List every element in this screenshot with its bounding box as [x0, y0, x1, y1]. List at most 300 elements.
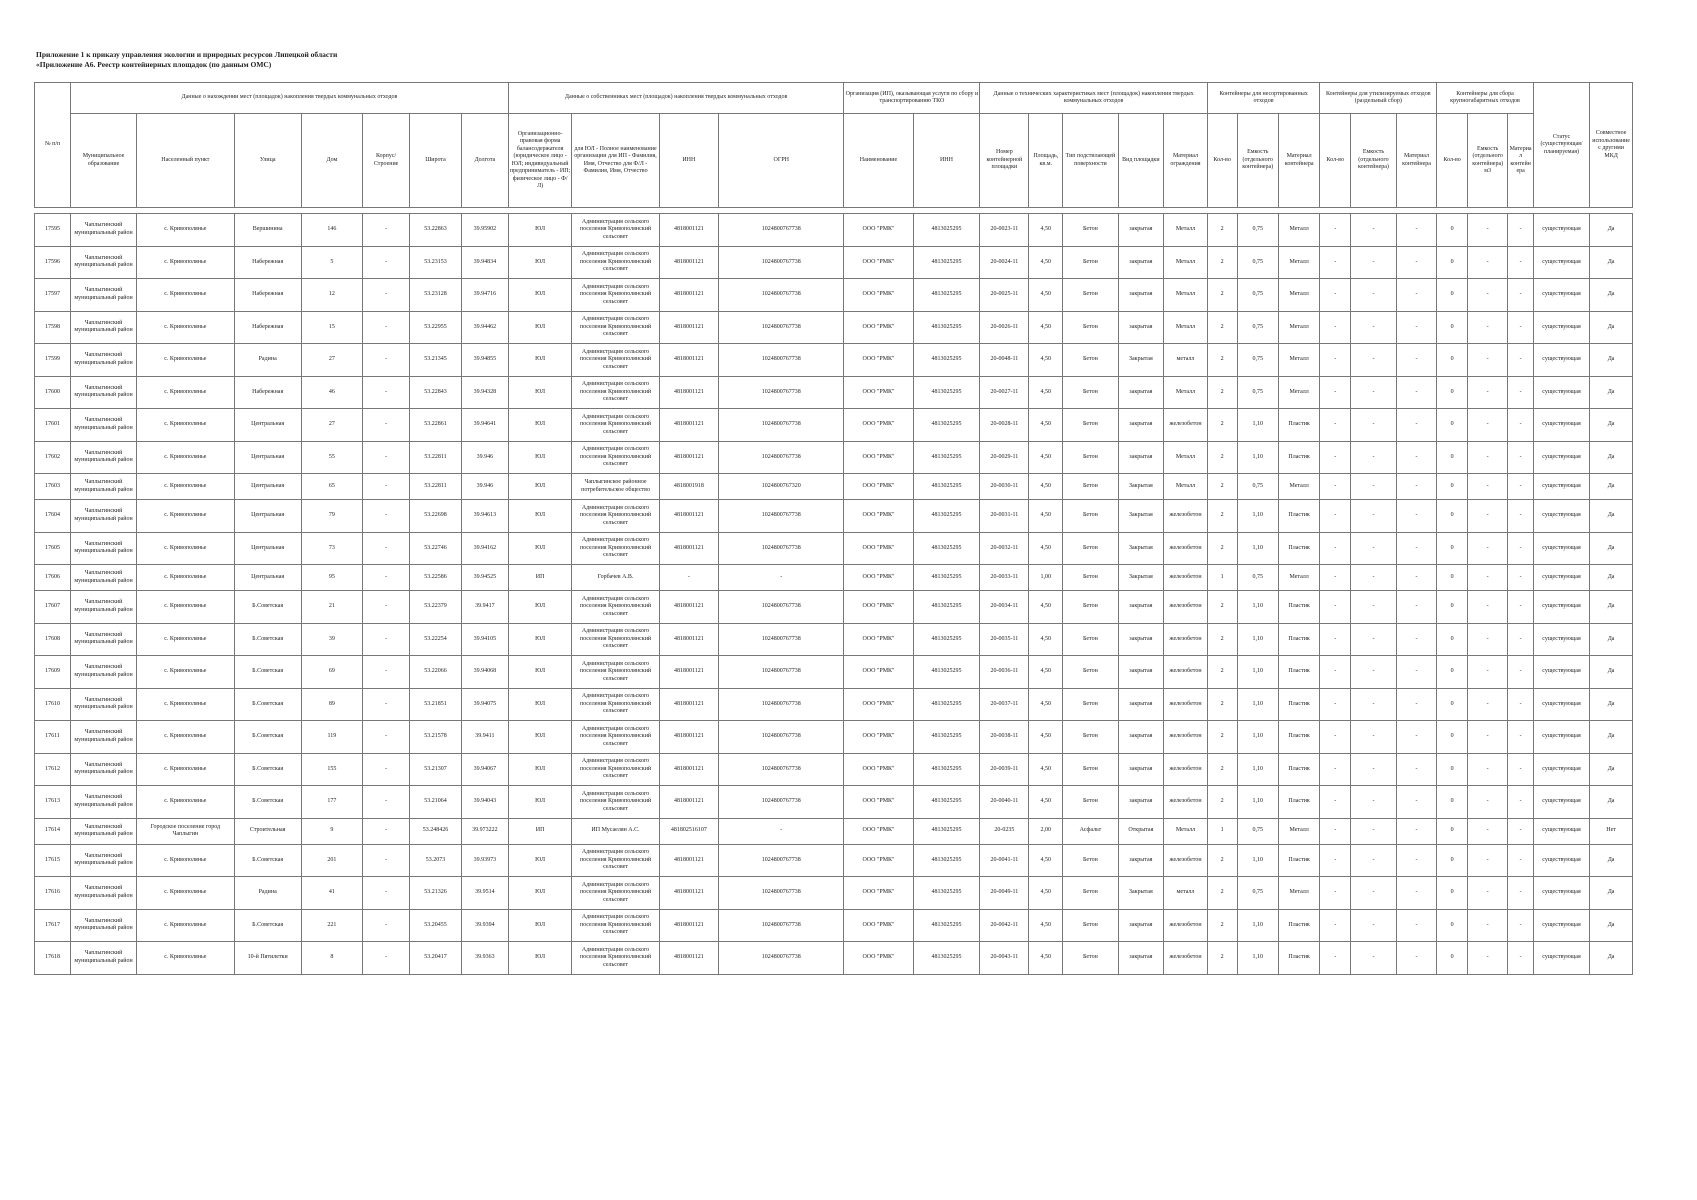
- recycle-material-cell: -: [1396, 721, 1436, 754]
- building-cell: -: [363, 721, 410, 754]
- longitude-cell: 39.973222: [462, 818, 509, 844]
- shared-cell: Да: [1590, 688, 1633, 721]
- recycle-volume-cell: -: [1351, 877, 1397, 910]
- latitude-cell: 53.21345: [409, 344, 461, 377]
- latitude-cell: 53.20455: [409, 909, 461, 942]
- site-type-cell: закрытая: [1118, 376, 1164, 409]
- unsorted-count-cell: 2: [1207, 246, 1237, 279]
- longitude-cell: 39.93973: [462, 844, 509, 877]
- row-number: 17598: [35, 311, 71, 344]
- house-cell: 221: [301, 909, 363, 942]
- owner-name-cell: Администрация сельского поселения Кривополянский сельсовет: [572, 344, 659, 377]
- municipality-cell: Чаплыгинский муниципальный район: [71, 344, 137, 377]
- row-number: 17603: [35, 474, 71, 500]
- row-number: 17610: [35, 688, 71, 721]
- longitude-cell: 39.94641: [462, 409, 509, 442]
- bulky-volume-cell: -: [1468, 786, 1508, 819]
- owner-name-cell: Администрация сельского поселения Кривополянский сельсовет: [572, 409, 659, 442]
- recycle-count-cell: -: [1320, 591, 1351, 624]
- ogrn-cell: -: [719, 565, 844, 591]
- recycle-count-cell: -: [1320, 688, 1351, 721]
- table-row: [35, 376, 1633, 409]
- shared-cell: Да: [1590, 623, 1633, 656]
- municipality-cell: Чаплыгинский муниципальный район: [71, 591, 137, 624]
- longitude-cell: 39.94043: [462, 786, 509, 819]
- header-group-tech: Данные о технических характеристиках мест (площадок) накопления твердых коммунальных отходов: [980, 83, 1207, 114]
- bulky-count-cell: 0: [1437, 246, 1468, 279]
- unsorted-material-cell: Пластик: [1278, 942, 1319, 975]
- ogrn-cell: 1024800767738: [719, 786, 844, 819]
- bulky-volume-cell: -: [1468, 909, 1508, 942]
- bulky-count-cell: 0: [1437, 688, 1468, 721]
- bulky-volume-cell: -: [1468, 877, 1508, 910]
- ogrn-cell: 1024800767738: [719, 311, 844, 344]
- surface-cell: Бетон: [1063, 565, 1118, 591]
- house-cell: 9: [301, 818, 363, 844]
- status-cell: существующая: [1533, 942, 1589, 975]
- house-cell: 5: [301, 246, 363, 279]
- row-number: 17606: [35, 565, 71, 591]
- unsorted-material-cell: Металл: [1278, 877, 1319, 910]
- site-number-cell: 20-0041-11: [980, 844, 1029, 877]
- unsorted-volume-cell: 1,10: [1237, 786, 1278, 819]
- latitude-cell: 53.22379: [409, 591, 461, 624]
- site-type-cell: Закрытая: [1118, 565, 1164, 591]
- recycle-volume-cell: -: [1351, 844, 1397, 877]
- area-cell: 4,50: [1029, 688, 1063, 721]
- bulky-material-cell: -: [1508, 623, 1534, 656]
- ogrn-cell: 1024800767738: [719, 376, 844, 409]
- legal-form-cell: ЮЛ: [508, 376, 572, 409]
- inn-cell: 4818001121: [659, 753, 718, 786]
- unsorted-material-cell: Металл: [1278, 311, 1319, 344]
- unsorted-volume-cell: 0,75: [1237, 311, 1278, 344]
- unsorted-count-cell: 2: [1207, 844, 1237, 877]
- surface-cell: Бетон: [1063, 376, 1118, 409]
- owner-name-cell: Администрация сельского поселения Кривополянский сельсовет: [572, 786, 659, 819]
- street-cell: Б.Советская: [234, 786, 301, 819]
- recycle-count-cell: -: [1320, 623, 1351, 656]
- table-row: [35, 688, 1633, 721]
- owner-name-cell: Администрация сельского поселения Кривополянский сельсовет: [572, 942, 659, 975]
- settlement-cell: с. Кривополянье: [136, 246, 234, 279]
- table-row: [35, 942, 1633, 975]
- owner-name-cell: Администрация сельского поселения Кривополянский сельсовет: [572, 500, 659, 533]
- bulky-count-cell: 0: [1437, 279, 1468, 312]
- header-group-org: Организация (ИП), оказывающая услуги по сбору и транспортированию ТКО: [844, 83, 980, 114]
- bulky-count-cell: 0: [1437, 656, 1468, 689]
- settlement-cell: с. Кривополянье: [136, 376, 234, 409]
- table-row: [35, 246, 1633, 279]
- ogrn-cell: -: [719, 818, 844, 844]
- latitude-cell: 53.21851: [409, 688, 461, 721]
- header-unsorted-count: Кол-во: [1207, 114, 1237, 208]
- bulky-volume-cell: -: [1468, 656, 1508, 689]
- ogrn-cell: 1024800767738: [719, 246, 844, 279]
- status-cell: существующая: [1533, 565, 1589, 591]
- fence-cell: железобетон: [1164, 688, 1208, 721]
- shared-cell: Да: [1590, 409, 1633, 442]
- house-cell: 46: [301, 376, 363, 409]
- recycle-material-cell: -: [1396, 753, 1436, 786]
- longitude-cell: 39.946: [462, 474, 509, 500]
- surface-cell: Бетон: [1063, 214, 1118, 247]
- unsorted-count-cell: 2: [1207, 591, 1237, 624]
- longitude-cell: 39.94525: [462, 565, 509, 591]
- shared-cell: Да: [1590, 942, 1633, 975]
- header-group-location: Данные о нахождении мест (площадок) накопления твердых коммунальных отходов: [71, 83, 509, 114]
- unsorted-material-cell: Пластик: [1278, 753, 1319, 786]
- org-inn-cell: 4813025295: [913, 376, 980, 409]
- unsorted-volume-cell: 1,10: [1237, 942, 1278, 975]
- bulky-volume-cell: -: [1468, 565, 1508, 591]
- shared-cell: Да: [1590, 844, 1633, 877]
- inn-cell: 4818001121: [659, 409, 718, 442]
- status-cell: существующая: [1533, 688, 1589, 721]
- unsorted-material-cell: Пластик: [1278, 500, 1319, 533]
- unsorted-count-cell: 2: [1207, 474, 1237, 500]
- area-cell: 1,00: [1029, 565, 1063, 591]
- table-row: [35, 214, 1633, 247]
- ogrn-cell: 1024800767738: [719, 942, 844, 975]
- unsorted-volume-cell: 0,75: [1237, 279, 1278, 312]
- house-cell: 39: [301, 623, 363, 656]
- table-row: [35, 818, 1633, 844]
- header-building: Корпус/Строение: [363, 114, 410, 208]
- longitude-cell: 39.94462: [462, 311, 509, 344]
- bulky-volume-cell: -: [1468, 721, 1508, 754]
- house-cell: 15: [301, 311, 363, 344]
- site-type-cell: закрытая: [1118, 246, 1164, 279]
- shared-cell: Да: [1590, 532, 1633, 565]
- recycle-volume-cell: -: [1351, 656, 1397, 689]
- municipality-cell: Чаплыгинский муниципальный район: [71, 474, 137, 500]
- ogrn-cell: 1024800767738: [719, 409, 844, 442]
- bulky-material-cell: -: [1508, 909, 1534, 942]
- building-cell: -: [363, 623, 410, 656]
- status-cell: существующая: [1533, 721, 1589, 754]
- unsorted-count-cell: 2: [1207, 500, 1237, 533]
- settlement-cell: с. Кривополянье: [136, 532, 234, 565]
- ogrn-cell: 1024800767738: [719, 844, 844, 877]
- street-cell: Б.Советская: [234, 753, 301, 786]
- unsorted-count-cell: 2: [1207, 532, 1237, 565]
- latitude-cell: 53.2073: [409, 844, 461, 877]
- unsorted-material-cell: Металл: [1278, 376, 1319, 409]
- recycle-count-cell: -: [1320, 565, 1351, 591]
- recycle-material-cell: -: [1396, 311, 1436, 344]
- org-inn-cell: 4813025295: [913, 565, 980, 591]
- recycle-volume-cell: -: [1351, 721, 1397, 754]
- unsorted-material-cell: Пластик: [1278, 623, 1319, 656]
- area-cell: 4,50: [1029, 441, 1063, 474]
- org-inn-cell: 4813025295: [913, 279, 980, 312]
- bulky-volume-cell: -: [1468, 344, 1508, 377]
- status-cell: существующая: [1533, 786, 1589, 819]
- inn-cell: 4818001121: [659, 942, 718, 975]
- row-number: 17617: [35, 909, 71, 942]
- ogrn-cell: 1024800767738: [719, 344, 844, 377]
- longitude-cell: 39.94105: [462, 623, 509, 656]
- inn-cell: 4818001121: [659, 376, 718, 409]
- status-cell: существующая: [1533, 214, 1589, 247]
- recycle-count-cell: -: [1320, 344, 1351, 377]
- site-type-cell: Закрытая: [1118, 877, 1164, 910]
- unsorted-count-cell: 2: [1207, 877, 1237, 910]
- bulky-count-cell: 0: [1437, 877, 1468, 910]
- recycle-count-cell: -: [1320, 246, 1351, 279]
- bulky-material-cell: -: [1508, 786, 1534, 819]
- row-number: 17613: [35, 786, 71, 819]
- bulky-volume-cell: -: [1468, 376, 1508, 409]
- bulky-volume-cell: -: [1468, 532, 1508, 565]
- table-row: [35, 279, 1633, 312]
- ogrn-cell: 1024800767738: [719, 721, 844, 754]
- status-cell: существующая: [1533, 376, 1589, 409]
- bulky-material-cell: -: [1508, 818, 1534, 844]
- legal-form-cell: ЮЛ: [508, 279, 572, 312]
- recycle-count-cell: -: [1320, 721, 1351, 754]
- street-cell: Набережная: [234, 246, 301, 279]
- ogrn-cell: 1024800767738: [719, 500, 844, 533]
- shared-cell: Да: [1590, 565, 1633, 591]
- org-name-cell: ООО "РМК": [844, 753, 913, 786]
- building-cell: -: [363, 591, 410, 624]
- table-row: [35, 565, 1633, 591]
- recycle-count-cell: -: [1320, 214, 1351, 247]
- unsorted-material-cell: Металл: [1278, 818, 1319, 844]
- header-unsorted-volume: Емкость (отдельного контейнера): [1237, 114, 1278, 208]
- settlement-cell: с. Кривополянье: [136, 591, 234, 624]
- municipality-cell: Чаплыгинский муниципальный район: [71, 311, 137, 344]
- site-type-cell: закрытая: [1118, 623, 1164, 656]
- settlement-cell: с. Кривополянье: [136, 474, 234, 500]
- recycle-volume-cell: -: [1351, 279, 1397, 312]
- bulky-volume-cell: -: [1468, 246, 1508, 279]
- table-row: [35, 656, 1633, 689]
- header-recycle-count: Кол-во: [1320, 114, 1351, 208]
- surface-cell: Бетон: [1063, 909, 1118, 942]
- building-cell: -: [363, 786, 410, 819]
- row-number: 17601: [35, 409, 71, 442]
- header-fence: Материал ограждения: [1164, 114, 1208, 208]
- bulky-volume-cell: -: [1468, 591, 1508, 624]
- recycle-volume-cell: -: [1351, 409, 1397, 442]
- inn-cell: 4818001121: [659, 532, 718, 565]
- bulky-material-cell: -: [1508, 376, 1534, 409]
- recycle-material-cell: -: [1396, 279, 1436, 312]
- bulky-count-cell: 0: [1437, 818, 1468, 844]
- longitude-cell: 39.946: [462, 441, 509, 474]
- fence-cell: металл: [1164, 877, 1208, 910]
- surface-cell: Бетон: [1063, 279, 1118, 312]
- header-surface: Тип подстилающей поверхности: [1063, 114, 1118, 208]
- bulky-count-cell: 0: [1437, 786, 1468, 819]
- shared-cell: Да: [1590, 721, 1633, 754]
- surface-cell: Бетон: [1063, 623, 1118, 656]
- fence-cell: железобетон: [1164, 591, 1208, 624]
- area-cell: 4,50: [1029, 656, 1063, 689]
- street-cell: Б.Советская: [234, 688, 301, 721]
- org-name-cell: ООО "РМК": [844, 818, 913, 844]
- unsorted-volume-cell: 0,75: [1237, 376, 1278, 409]
- building-cell: -: [363, 474, 410, 500]
- settlement-cell: с. Кривополянье: [136, 409, 234, 442]
- building-cell: -: [363, 656, 410, 689]
- shared-cell: Да: [1590, 591, 1633, 624]
- header-group-recycle: Контейнеры для утилизируемых отходов (раздельный сбор): [1320, 83, 1437, 114]
- shared-cell: Да: [1590, 214, 1633, 247]
- org-name-cell: ООО "РМК": [844, 279, 913, 312]
- recycle-material-cell: -: [1396, 909, 1436, 942]
- recycle-material-cell: -: [1396, 656, 1436, 689]
- settlement-cell: с. Кривополянье: [136, 214, 234, 247]
- street-cell: Центральная: [234, 532, 301, 565]
- bulky-material-cell: -: [1508, 688, 1534, 721]
- area-cell: 4,50: [1029, 532, 1063, 565]
- surface-cell: Асфальт: [1063, 818, 1118, 844]
- recycle-count-cell: -: [1320, 844, 1351, 877]
- unsorted-material-cell: Металл: [1278, 214, 1319, 247]
- legal-form-cell: ИП: [508, 818, 572, 844]
- area-cell: 4,50: [1029, 246, 1063, 279]
- building-cell: -: [363, 909, 410, 942]
- site-type-cell: закрытая: [1118, 591, 1164, 624]
- inn-cell: 4818001121: [659, 344, 718, 377]
- bulky-material-cell: -: [1508, 844, 1534, 877]
- org-inn-cell: 4813025295: [913, 311, 980, 344]
- recycle-volume-cell: -: [1351, 376, 1397, 409]
- recycle-volume-cell: -: [1351, 591, 1397, 624]
- unsorted-volume-cell: 0,75: [1237, 877, 1278, 910]
- longitude-cell: 39.94162: [462, 532, 509, 565]
- org-inn-cell: 4813025295: [913, 344, 980, 377]
- org-inn-cell: 4813025295: [913, 844, 980, 877]
- caption-line-1: Приложение 1 к приказу управления экологии и природных ресурсов Липецкой области: [36, 50, 338, 59]
- municipality-cell: Чаплыгинский муниципальный район: [71, 942, 137, 975]
- municipality-cell: Чаплыгинский муниципальный район: [71, 656, 137, 689]
- bulky-volume-cell: -: [1468, 409, 1508, 442]
- status-cell: существующая: [1533, 591, 1589, 624]
- latitude-cell: 53.22066: [409, 656, 461, 689]
- row-number: 17608: [35, 623, 71, 656]
- street-cell: Набережная: [234, 311, 301, 344]
- settlement-cell: с. Кривополянье: [136, 441, 234, 474]
- bulky-material-cell: -: [1508, 279, 1534, 312]
- unsorted-volume-cell: 0,75: [1237, 565, 1278, 591]
- legal-form-cell: ЮЛ: [508, 409, 572, 442]
- unsorted-material-cell: Металл: [1278, 565, 1319, 591]
- table-row: [35, 532, 1633, 565]
- bulky-volume-cell: -: [1468, 500, 1508, 533]
- recycle-count-cell: -: [1320, 656, 1351, 689]
- owner-name-cell: Администрация сельского поселения Кривополянский сельсовет: [572, 279, 659, 312]
- longitude-cell: 39.94067: [462, 753, 509, 786]
- fence-cell: железобетон: [1164, 409, 1208, 442]
- owner-name-cell: Администрация сельского поселения Кривополянский сельсовет: [572, 656, 659, 689]
- bulky-material-cell: -: [1508, 753, 1534, 786]
- municipality-cell: Чаплыгинский муниципальный район: [71, 409, 137, 442]
- site-type-cell: закрытая: [1118, 656, 1164, 689]
- municipality-cell: Чаплыгинский муниципальный район: [71, 500, 137, 533]
- shared-cell: Да: [1590, 441, 1633, 474]
- org-name-cell: ООО "РМК": [844, 909, 913, 942]
- recycle-volume-cell: -: [1351, 344, 1397, 377]
- building-cell: -: [363, 214, 410, 247]
- owner-name-cell: Администрация сельского поселения Кривополянский сельсовет: [572, 532, 659, 565]
- site-number-cell: 20-0030-11: [980, 474, 1029, 500]
- building-cell: -: [363, 409, 410, 442]
- shared-cell: Да: [1590, 753, 1633, 786]
- site-type-cell: закрытая: [1118, 311, 1164, 344]
- street-cell: Центральная: [234, 441, 301, 474]
- bulky-volume-cell: -: [1468, 942, 1508, 975]
- area-cell: 4,50: [1029, 753, 1063, 786]
- building-cell: -: [363, 441, 410, 474]
- table-row: [35, 786, 1633, 819]
- header-shared: Совместное использование с другими МКД: [1590, 83, 1633, 208]
- row-number: 17595: [35, 214, 71, 247]
- ogrn-cell: 1024800767738: [719, 656, 844, 689]
- row-number: 17599: [35, 344, 71, 377]
- bulky-volume-cell: -: [1468, 688, 1508, 721]
- header-number: № п/п: [35, 83, 71, 208]
- bulky-count-cell: 0: [1437, 721, 1468, 754]
- area-cell: 4,50: [1029, 721, 1063, 754]
- owner-name-cell: Администрация сельского поселения Кривополянский сельсовет: [572, 909, 659, 942]
- ogrn-cell: 1024800767738: [719, 877, 844, 910]
- longitude-cell: 39.94716: [462, 279, 509, 312]
- bulky-material-cell: -: [1508, 441, 1534, 474]
- house-cell: 155: [301, 753, 363, 786]
- inn-cell: 4818001121: [659, 721, 718, 754]
- bulky-material-cell: -: [1508, 344, 1534, 377]
- site-type-cell: закрытая: [1118, 786, 1164, 819]
- org-name-cell: ООО "РМК": [844, 786, 913, 819]
- building-cell: -: [363, 279, 410, 312]
- unsorted-material-cell: Пластик: [1278, 688, 1319, 721]
- unsorted-volume-cell: 0,75: [1237, 344, 1278, 377]
- unsorted-material-cell: Пластик: [1278, 656, 1319, 689]
- unsorted-volume-cell: 1,10: [1237, 500, 1278, 533]
- org-inn-cell: 4813025295: [913, 500, 980, 533]
- site-type-cell: Закрытая: [1118, 474, 1164, 500]
- surface-cell: Бетон: [1063, 688, 1118, 721]
- recycle-volume-cell: -: [1351, 441, 1397, 474]
- status-cell: существующая: [1533, 279, 1589, 312]
- recycle-material-cell: -: [1396, 591, 1436, 624]
- site-number-cell: 20-0042-11: [980, 909, 1029, 942]
- fence-cell: железобетон: [1164, 721, 1208, 754]
- status-cell: существующая: [1533, 818, 1589, 844]
- surface-cell: Бетон: [1063, 409, 1118, 442]
- house-cell: 12: [301, 279, 363, 312]
- header-longitude: Долгота: [462, 114, 509, 208]
- header-group-owners: Данные о собственниках мест (площадок) накопления твердых коммунальных отходов: [508, 83, 844, 114]
- area-cell: 4,50: [1029, 344, 1063, 377]
- site-number-cell: 20-0029-11: [980, 441, 1029, 474]
- recycle-volume-cell: -: [1351, 474, 1397, 500]
- site-type-cell: закрытая: [1118, 409, 1164, 442]
- settlement-cell: с. Кривополянье: [136, 279, 234, 312]
- row-number: 17605: [35, 532, 71, 565]
- longitude-cell: 39.94068: [462, 656, 509, 689]
- surface-cell: Бетон: [1063, 786, 1118, 819]
- building-cell: -: [363, 942, 410, 975]
- street-cell: Б.Советская: [234, 656, 301, 689]
- area-cell: 4,50: [1029, 409, 1063, 442]
- municipality-cell: Чаплыгинский муниципальный район: [71, 279, 137, 312]
